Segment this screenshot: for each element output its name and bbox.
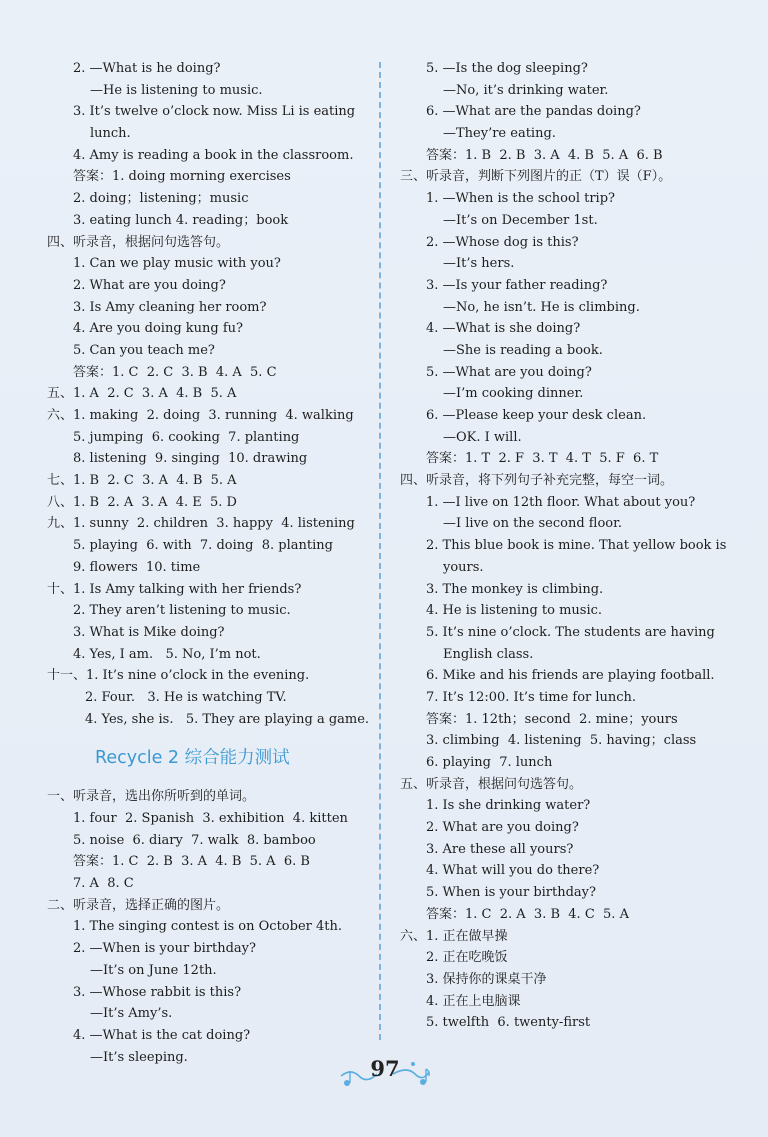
text-line: 3. —Is your father reading?	[426, 277, 608, 293]
text-line: —OK. I will.	[443, 429, 522, 445]
text-line: 4. He is listening to music.	[426, 603, 603, 619]
right-column	[400, 58, 727, 1034]
text-line: 3. It’s twelve o’clock now. Miss Li is eating	[73, 104, 356, 120]
text-line: 5. playing 6. with 7. doing 8. planting	[73, 538, 333, 554]
text-line: 3. Are these all yours?	[426, 841, 574, 857]
text-line: 2. This blue book is mine. That yellow book is	[426, 538, 727, 554]
text-line: 7. It’s 12:00. It’s time for lunch.	[426, 689, 637, 705]
page-number-ornament	[337, 1052, 433, 1092]
left-column	[47, 58, 370, 1068]
text-line: 2. —What is he doing?	[73, 61, 221, 76]
text-line: 四、听录音，根据问句选答句。	[47, 234, 230, 250]
text-line: 6. playing 7. lunch	[426, 755, 553, 770]
text-line: 4. Are you doing kung fu?	[73, 321, 244, 337]
text-line: 2. Four. 3. He is watching TV.	[85, 689, 287, 705]
text-line: —They’re eating.	[443, 126, 556, 142]
text-line: English class.	[443, 646, 534, 662]
text-line: —He is listening to music.	[90, 82, 263, 98]
text-line: 6. —Please keep your desk clean.	[426, 408, 647, 423]
text-line: 4. What will you do there?	[426, 863, 600, 879]
text-line: 答案：1. 12th；second 2. mine；yours	[426, 711, 678, 727]
text-line: 5. noise 6. diary 7. walk 8. bamboo	[73, 832, 316, 848]
text-line: 1. —When is the school trip?	[426, 191, 616, 207]
text-line: 答案：1. C 2. A 3. B 4. C 5. A	[426, 906, 629, 922]
text-line: 七、1. B 2. C 3. A 4. B 5. A	[47, 473, 237, 489]
text-line: 4. —What is the cat doing?	[73, 1027, 251, 1043]
text-line: 五、听录音，根据问句选答句。	[400, 776, 583, 792]
text-line: —I live on the second floor.	[443, 516, 623, 532]
text-line: —No, he isn’t. He is climbing.	[443, 299, 640, 315]
page-number: 97	[370, 1056, 400, 1081]
text-line: 3. eating lunch 4. reading；book	[73, 212, 289, 228]
text-line: 3. —Whose rabbit is this?	[73, 984, 242, 1000]
text-line: 9. flowers 10. time	[73, 559, 201, 575]
text-line: 8. listening 9. singing 10. drawing	[73, 451, 308, 467]
text-line: 答案：1. C 2. C 3. B 4. A 5. C	[73, 364, 277, 380]
text-line: —She is reading a book.	[443, 342, 603, 358]
text-line: 2. They aren’t listening to music.	[73, 603, 291, 619]
text-line: 3. The monkey is climbing.	[426, 581, 604, 597]
text-line: 答案：1. B 2. B 3. A 4. B 5. A 6. B	[426, 147, 663, 163]
text-line: 2. What are you doing?	[73, 277, 226, 293]
text-line: 答案：1. T 2. F 3. T 4. T 5. F 6. T	[426, 451, 659, 467]
text-line: 三、听录音，判断下列图片的正（T）误（F）。	[400, 169, 672, 185]
text-line: —It’s hers.	[443, 256, 515, 272]
text-line: 1. Is she drinking water?	[426, 798, 591, 814]
text-line: 八、1. B 2. A 3. A 4. E 5. D	[47, 494, 237, 510]
text-line: 5. It’s nine o’clock. The students are having	[426, 624, 715, 640]
text-line: —I’m cooking dinner.	[443, 386, 584, 402]
text-line: 2. What are you doing?	[426, 820, 579, 836]
text-line: 六、1. making 2. doing 3. running 4. walking	[47, 408, 354, 423]
text-line: 5. —What are you doing?	[426, 364, 592, 380]
text-line: 二、听录音，选择正确的图片。	[47, 897, 230, 913]
text-line: —It’s Amy’s.	[90, 1006, 173, 1022]
text-line: 2. 正在吃晚饭	[426, 950, 508, 966]
text-line: 3. What is Mike doing?	[73, 624, 225, 640]
text-line: 4. Yes, I am. 5. No, I’m not.	[73, 646, 261, 662]
text-line: —It’s on June 12th.	[90, 962, 217, 978]
text-line: 答案：1. doing morning exercises	[73, 169, 291, 185]
text-line: 1. four 2. Spanish 3. exhibition 4. kitten	[73, 811, 348, 826]
text-line: 答案：1. C 2. B 3. A 4. B 5. A 6. B	[73, 854, 310, 870]
text-line: 5. When is your birthday?	[426, 885, 596, 901]
text-line: 5. twelfth 6. twenty-first	[426, 1015, 591, 1031]
text-line: 3. Is Amy cleaning her room?	[73, 299, 267, 315]
text-line: 十、1. Is Amy talking with her friends?	[47, 581, 302, 597]
text-line: 2. —Whose dog is this?	[426, 234, 579, 250]
text-line: 4. 正在上电脑课	[426, 993, 521, 1009]
text-line: lunch.	[90, 126, 131, 142]
text-line: 4. —What is she doing?	[426, 321, 581, 337]
text-line: 六、1. 正在做早操	[400, 928, 508, 944]
text-line: 一、听录音，选出你所听到的单词。	[47, 789, 256, 805]
text-line: 1. Can we play music with you?	[73, 256, 281, 272]
text-line: 2. —When is your birthday?	[73, 941, 256, 957]
text-line: 5. Can you teach me?	[73, 342, 215, 358]
text-line: 4. Amy is reading a book in the classroom.	[73, 147, 354, 163]
text-line: 6. —What are the pandas doing?	[426, 104, 641, 120]
text-line: 5. —Is the dog sleeping?	[426, 61, 588, 76]
text-line: 1. —I live on 12th floor. What about you?	[426, 494, 696, 510]
text-line: 1. The singing contest is on October 4th.	[73, 919, 342, 935]
text-line: 4. Yes, she is. 5. They are playing a game.	[85, 711, 370, 727]
text-line: 四、听录音，将下列句子补充完整，每空一词。	[400, 473, 674, 489]
text-line: 2. doing；listening；music	[73, 191, 249, 207]
text-line: —No, it’s drinking water.	[443, 82, 609, 98]
text-line: 5. jumping 6. cooking 7. planting	[73, 429, 300, 445]
column-divider	[379, 62, 381, 1040]
text-line: 3. climbing 4. listening 5. having；class	[426, 733, 697, 749]
text-line: 6. Mike and his friends are playing football.	[426, 668, 715, 684]
text-line: —It’s on December 1st.	[443, 212, 598, 228]
text-line: 五、1. A 2. C 3. A 4. B 5. A	[47, 386, 237, 402]
text-line: yours.	[443, 559, 484, 575]
text-line: —It’s sleeping.	[90, 1049, 188, 1065]
text-line: 九、1. sunny 2. children 3. happy 4. listening	[47, 516, 355, 532]
section-heading: Recycle 2 综合能力测试	[95, 748, 290, 769]
text-line: 7. A 8. C	[73, 876, 134, 892]
text-line: 3. 保持你的课桌干净	[426, 971, 547, 987]
text-line: 十一、1. It’s nine o’clock in the evening.	[47, 668, 310, 684]
